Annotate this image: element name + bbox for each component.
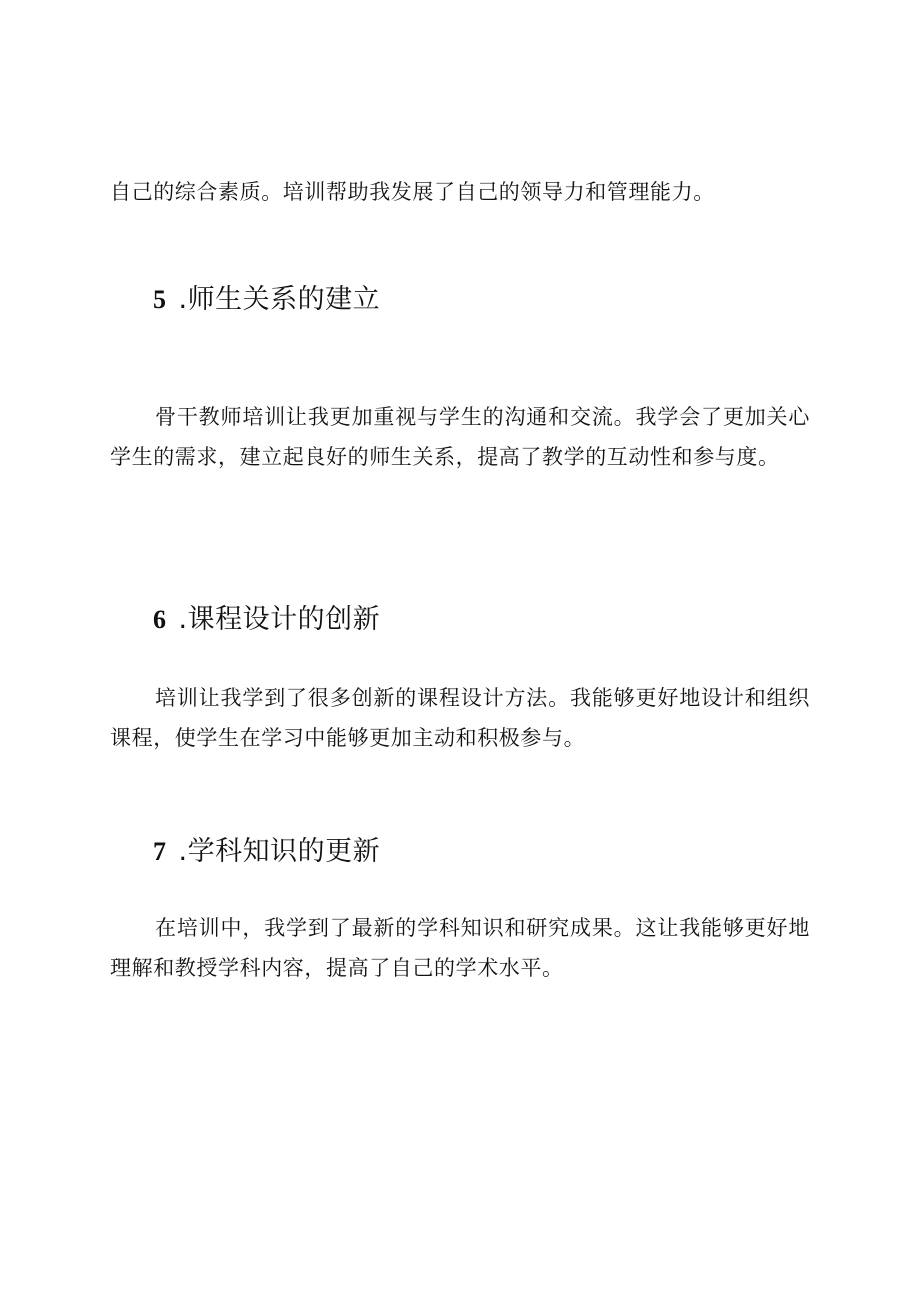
section-paragraph-6: 培训让我学到了很多创新的课程设计方法。我能够更好地设计和组织课程，使学生在学习中能够更加主动和积极参与。 [110,686,810,750]
section-paragraph-7: 在培训中，我学到了最新的学科知识和研究成果。这让我能够更好地理解和教授学科内容，提高了自己的学术水平。 [110,916,810,980]
section-heading-7 [153,835,380,869]
section-number: 5 [153,285,167,314]
section-number: 7 [153,837,167,866]
section-heading-5 [153,283,380,317]
intro-paragraph: 自己的综合素质。培训帮助我发展了自己的领导力和管理能力。 [110,180,715,204]
section-number: 6 [153,605,167,634]
section-title: .学科知识的更新 [178,836,381,867]
section-paragraph-5: 骨干教师培训让我更加重视与学生的沟通和交流。我学会了更加关心学生的需求，建立起良好的师生关系，提高了教学的互动性和参与度。 [110,405,810,469]
section-title: .师生关系的建立 [178,284,381,315]
section-heading-6 [153,603,380,637]
section-title: .课程设计的创新 [178,604,381,635]
